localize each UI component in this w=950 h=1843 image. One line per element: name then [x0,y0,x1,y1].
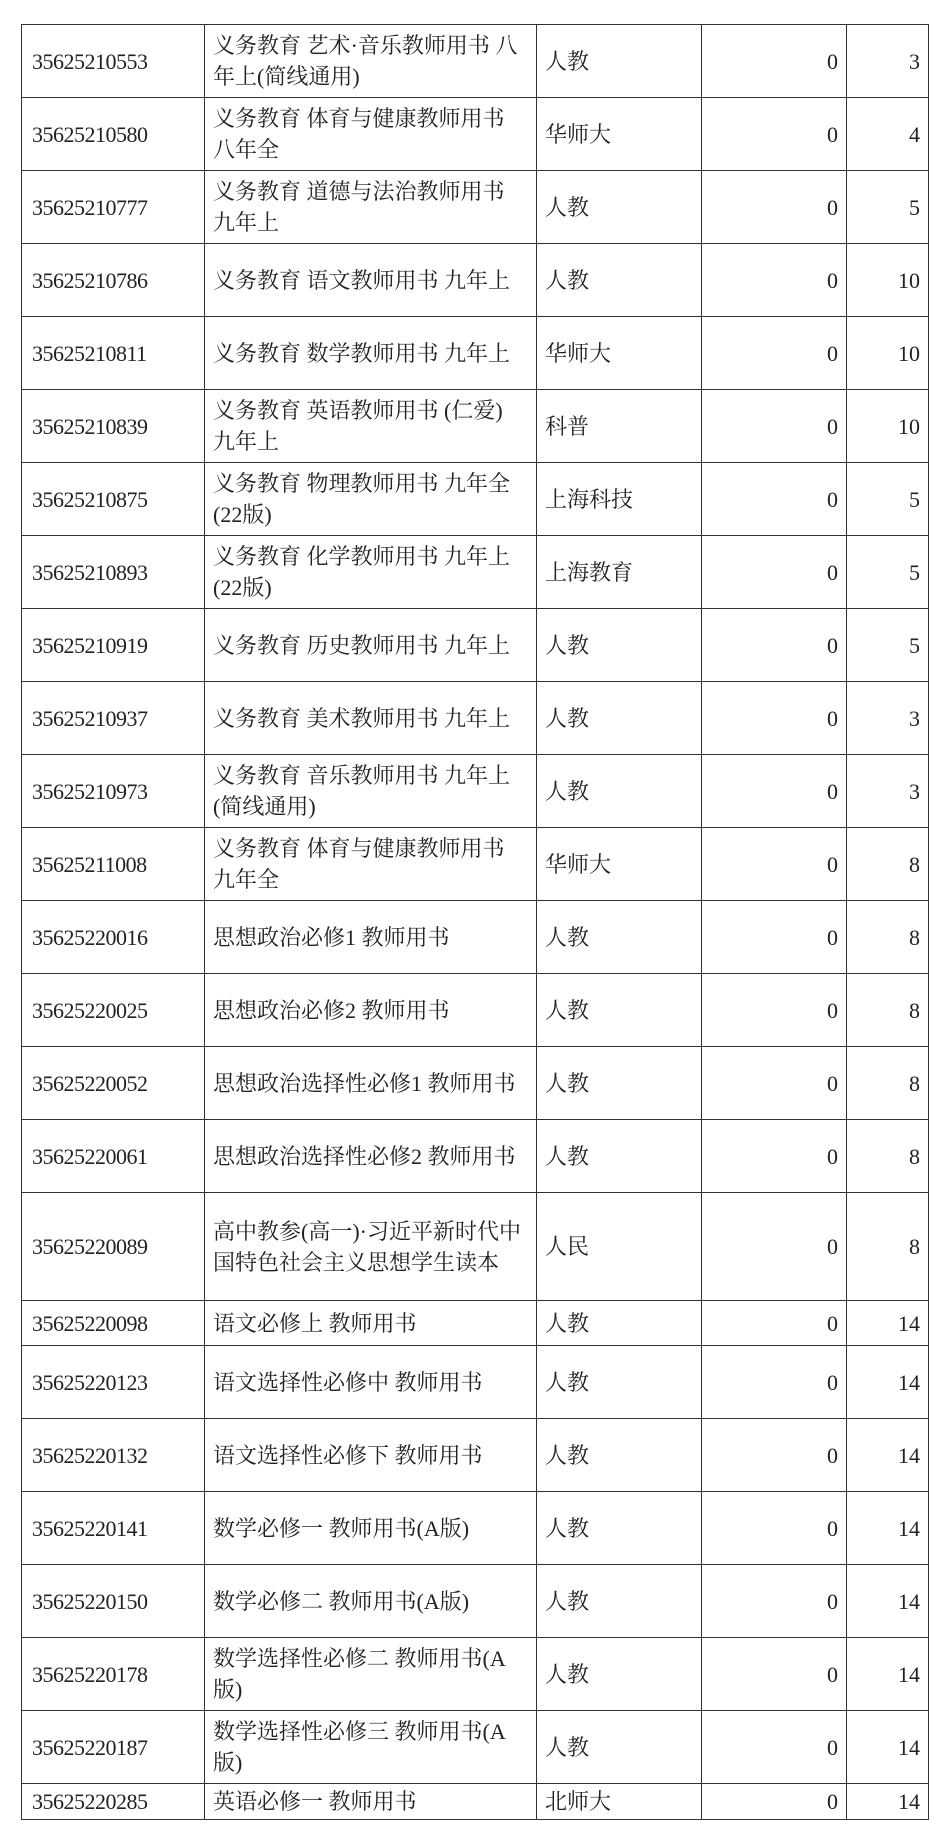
quantity-cell: 8 [847,974,929,1047]
code-cell: 35625210580 [22,98,205,171]
title-cell: 义务教育 数学教师用书 九年上 [205,317,537,390]
title-cell: 数学必修一 教师用书(A版) [205,1492,537,1565]
table-row [22,974,929,1047]
table-row [22,609,929,682]
quantity-cell: 14 [847,1638,929,1711]
quantity-cell: 8 [847,828,929,901]
count-cell: 0 [702,901,847,974]
table-row [22,1784,929,1820]
quantity-cell: 14 [847,1784,929,1820]
code-cell: 35625220285 [22,1784,205,1820]
publisher-cell: 人教 [537,1301,702,1346]
table-row [22,98,929,171]
code-cell: 35625220141 [22,1492,205,1565]
count-cell: 0 [702,171,847,244]
table-row [22,755,929,828]
quantity-cell: 3 [847,755,929,828]
quantity-cell: 5 [847,463,929,536]
code-cell: 35625220016 [22,901,205,974]
publisher-cell: 上海教育 [537,536,702,609]
quantity-cell: 3 [847,682,929,755]
code-cell: 35625210875 [22,463,205,536]
table-row [22,1120,929,1193]
quantity-cell: 14 [847,1711,929,1784]
publisher-cell: 华师大 [537,828,702,901]
publisher-cell: 人教 [537,1638,702,1711]
quantity-cell: 8 [847,1120,929,1193]
table-row [22,1492,929,1565]
publisher-cell: 人教 [537,755,702,828]
count-cell: 0 [702,1638,847,1711]
publisher-cell: 人教 [537,25,702,98]
publisher-cell: 人教 [537,1711,702,1784]
quantity-cell: 8 [847,1047,929,1120]
table-row [22,390,929,463]
code-cell: 35625220132 [22,1419,205,1492]
quantity-cell: 8 [847,901,929,974]
table-row [22,682,929,755]
publisher-cell: 人民 [537,1193,702,1301]
publisher-cell: 人教 [537,171,702,244]
title-cell: 英语必修一 教师用书 [205,1784,537,1820]
title-cell: 义务教育 艺术·音乐教师用书 八年上(简线通用) [205,25,537,98]
title-cell: 义务教育 历史教师用书 九年上 [205,609,537,682]
table-row [22,463,929,536]
quantity-cell: 5 [847,171,929,244]
publisher-cell: 人教 [537,901,702,974]
title-cell: 义务教育 英语教师用书 (仁爱) 九年上 [205,390,537,463]
count-cell: 0 [702,1784,847,1820]
count-cell: 0 [702,755,847,828]
code-cell: 35625220098 [22,1301,205,1346]
publisher-cell: 人教 [537,1565,702,1638]
publisher-cell: 北师大 [537,1784,702,1820]
quantity-cell: 14 [847,1346,929,1419]
publisher-cell: 上海科技 [537,463,702,536]
publisher-cell: 人教 [537,682,702,755]
publisher-cell: 人教 [537,609,702,682]
quantity-cell: 14 [847,1565,929,1638]
quantity-cell: 14 [847,1301,929,1346]
code-cell: 35625220052 [22,1047,205,1120]
count-cell: 0 [702,1301,847,1346]
code-cell: 35625210777 [22,171,205,244]
title-cell: 义务教育 语文教师用书 九年上 [205,244,537,317]
code-cell: 35625210839 [22,390,205,463]
quantity-cell: 10 [847,317,929,390]
code-cell: 35625220150 [22,1565,205,1638]
title-cell: 义务教育 美术教师用书 九年上 [205,682,537,755]
publisher-cell: 人教 [537,1419,702,1492]
table-row [22,1193,929,1301]
count-cell: 0 [702,98,847,171]
table-row [22,1419,929,1492]
title-cell: 义务教育 音乐教师用书 九年上(简线通用) [205,755,537,828]
title-cell: 义务教育 道德与法治教师用书 九年上 [205,171,537,244]
quantity-cell: 4 [847,98,929,171]
quantity-cell: 3 [847,25,929,98]
table-row [22,1346,929,1419]
title-cell: 高中教参(高一)·习近平新时代中国特色社会主义思想学生读本 [205,1193,537,1301]
code-cell: 35625210937 [22,682,205,755]
title-cell: 义务教育 体育与健康教师用书 八年全 [205,98,537,171]
table-row [22,1047,929,1120]
table-row [22,317,929,390]
publisher-cell: 华师大 [537,98,702,171]
title-cell: 语文选择性必修中 教师用书 [205,1346,537,1419]
title-cell: 数学选择性必修三 教师用书(A版) [205,1711,537,1784]
count-cell: 0 [702,1120,847,1193]
count-cell: 0 [702,1419,847,1492]
quantity-cell: 5 [847,609,929,682]
table-row [22,1565,929,1638]
quantity-cell: 10 [847,390,929,463]
count-cell: 0 [702,244,847,317]
table-body [22,25,929,1820]
publisher-cell: 人教 [537,1047,702,1120]
code-cell: 35625220187 [22,1711,205,1784]
count-cell: 0 [702,317,847,390]
quantity-cell: 5 [847,536,929,609]
count-cell: 0 [702,1492,847,1565]
publisher-cell: 华师大 [537,317,702,390]
title-cell: 思想政治选择性必修1 教师用书 [205,1047,537,1120]
title-cell: 思想政治必修1 教师用书 [205,901,537,974]
table-row [22,828,929,901]
code-cell: 35625211008 [22,828,205,901]
title-cell: 数学必修二 教师用书(A版) [205,1565,537,1638]
code-cell: 35625220089 [22,1193,205,1301]
count-cell: 0 [702,974,847,1047]
publisher-cell: 人教 [537,1492,702,1565]
title-cell: 义务教育 化学教师用书 九年上(22版) [205,536,537,609]
count-cell: 0 [702,609,847,682]
title-cell: 语文选择性必修下 教师用书 [205,1419,537,1492]
publisher-cell: 人教 [537,1120,702,1193]
code-cell: 35625220123 [22,1346,205,1419]
count-cell: 0 [702,1565,847,1638]
publisher-cell: 人教 [537,1346,702,1419]
count-cell: 0 [702,390,847,463]
publisher-cell: 人教 [537,974,702,1047]
count-cell: 0 [702,25,847,98]
count-cell: 0 [702,1047,847,1120]
count-cell: 0 [702,1193,847,1301]
publisher-cell: 科普 [537,390,702,463]
table-row [22,171,929,244]
quantity-cell: 8 [847,1193,929,1301]
code-cell: 35625220025 [22,974,205,1047]
table-row [22,1301,929,1346]
title-cell: 义务教育 体育与健康教师用书 九年全 [205,828,537,901]
count-cell: 0 [702,682,847,755]
table-row [22,244,929,317]
title-cell: 思想政治必修2 教师用书 [205,974,537,1047]
textbook-table [21,24,929,1820]
code-cell: 35625220061 [22,1120,205,1193]
table-row [22,25,929,98]
table-row [22,1638,929,1711]
table-row [22,1711,929,1784]
quantity-cell: 10 [847,244,929,317]
count-cell: 0 [702,1346,847,1419]
code-cell: 35625210919 [22,609,205,682]
code-cell: 35625210811 [22,317,205,390]
quantity-cell: 14 [847,1492,929,1565]
quantity-cell: 14 [847,1419,929,1492]
title-cell: 义务教育 物理教师用书 九年全(22版) [205,463,537,536]
code-cell: 35625210893 [22,536,205,609]
table-row [22,901,929,974]
count-cell: 0 [702,1711,847,1784]
table-row [22,536,929,609]
code-cell: 35625220178 [22,1638,205,1711]
code-cell: 35625210786 [22,244,205,317]
count-cell: 0 [702,536,847,609]
code-cell: 35625210973 [22,755,205,828]
title-cell: 语文必修上 教师用书 [205,1301,537,1346]
code-cell: 35625210553 [22,25,205,98]
count-cell: 0 [702,828,847,901]
title-cell: 数学选择性必修二 教师用书(A版) [205,1638,537,1711]
count-cell: 0 [702,463,847,536]
publisher-cell: 人教 [537,244,702,317]
title-cell: 思想政治选择性必修2 教师用书 [205,1120,537,1193]
